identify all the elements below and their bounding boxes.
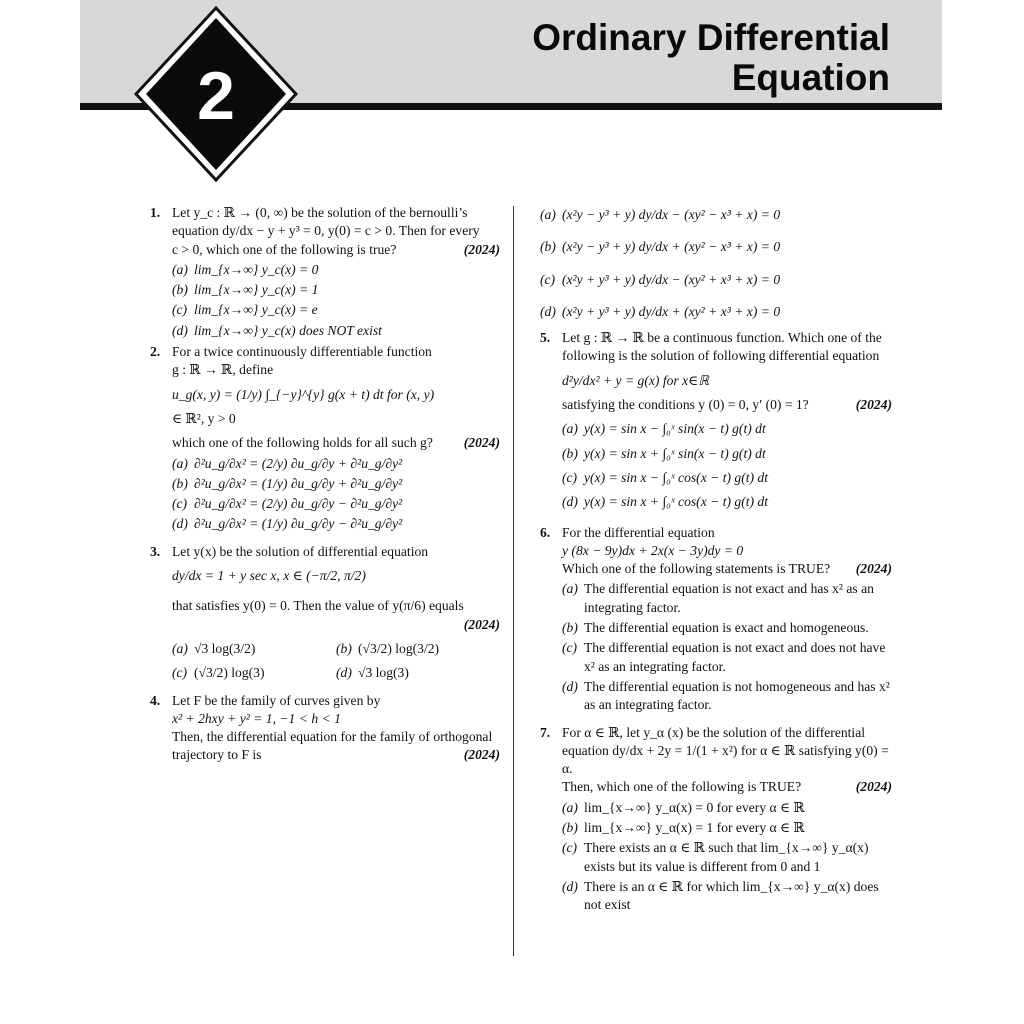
equation: x² + 2hxy + y² = 1, −1 < h < 1 — [172, 710, 341, 726]
question-5 — [540, 329, 892, 511]
year-tag: (2024) — [463, 435, 500, 451]
option: (c) The differential equation is not exact and does not have x² as an integrating factor. — [562, 640, 886, 674]
question-6 — [540, 524, 892, 715]
option: (d) lim_{x→∞} y_c(x) does NOT exist — [172, 322, 382, 338]
question-text: Let F be the family of curves given by — [172, 692, 381, 708]
option: (d) (x²y + y³ + y) dy/dx + (xy² + x³ + x) = 0 — [540, 303, 781, 319]
option: (d) √3 log(3) — [336, 665, 409, 681]
question-number: 4. — [150, 692, 161, 708]
option: (c) (x²y + y³ + y) dy/dx − (xy² + x³ + x) = 0 — [540, 271, 781, 287]
question-text: Which one of the following statements is TRUE? (2024) — [562, 560, 892, 578]
question-number: 7. — [540, 724, 551, 740]
year-tag: (2024) — [463, 747, 500, 763]
option: (a) The differential equation is not exact and has x² as an integrating factor. — [562, 581, 874, 615]
option: (c) lim_{x→∞} y_c(x) = e — [172, 302, 318, 318]
question-3 — [150, 543, 500, 683]
year-tag: (2024) — [855, 561, 892, 577]
question-text: Let y_c : ℝ → (0, ∞) be the solution of the bernoulli’s — [172, 205, 468, 220]
equation: dy/dx = 1 + y sec x, x ∈ (−π/2, π/2) — [172, 568, 366, 584]
year-tag: (2024) — [855, 779, 892, 795]
chapter-title — [532, 18, 890, 98]
question-4-options — [540, 206, 892, 321]
question-text: Then, the differential equation for the family of orthogonal — [172, 729, 493, 745]
question-text: For the differential equation — [562, 524, 715, 540]
equation: d²y/dx² + y = g(x) for x∈ℝ — [562, 372, 709, 388]
chapter-number: 2 — [197, 58, 235, 134]
chapter-title-line2: Equation — [731, 57, 890, 98]
option: (c) ∂²u_g/∂x² = (2/y) ∂u_g/∂y − ∂²u_g/∂y² — [172, 496, 403, 512]
option: (b) (√3/2) log(3/2) — [336, 640, 440, 656]
option: (d) There is an α ∈ ℝ for which lim_{x→∞} y_α(x) does not exist — [562, 878, 879, 913]
year-tag: (2024) — [463, 241, 500, 257]
question-text: c > 0, which one of the following is true? (2024) — [172, 241, 500, 259]
chapter-title-line1: Ordinary Differential — [532, 17, 890, 58]
question-text: Let g : ℝ → ℝ be a continuous function. Which one of the — [562, 330, 882, 346]
option: (b) y(x) = sin x + ∫₀ˣ sin(x − t) g(t) dt — [562, 445, 766, 461]
question-number: 1. — [150, 205, 161, 220]
option: (b) ∂²u_g/∂x² = (1/y) ∂u_g/∂y + ∂²u_g/∂y² — [172, 475, 403, 491]
definition: u_g(x, y) = (1/y) ∫_{−y}^{y} g(x + t) dt for (x, y) — [172, 386, 435, 402]
option: (c) There exists an α ∈ ℝ such that lim_{x→∞} y_α(x) exists but its value is different from 0 and 1 — [562, 840, 869, 874]
question-number: 2. — [150, 344, 161, 360]
option-row — [172, 640, 500, 658]
year-tag: (2024) — [855, 397, 892, 413]
right-column — [540, 204, 892, 918]
option: (b) lim_{x→∞} y_c(x) = 1 — [172, 282, 319, 298]
question-text: satisfying the conditions y (0) = 0, y′ (0) = 1? (2024) — [562, 396, 892, 414]
option: (a) lim_{x→∞} y_α(x) = 0 for every α ∈ ℝ — [562, 799, 805, 815]
option: (a) lim_{x→∞} y_c(x) = 0 — [172, 261, 319, 277]
option-row — [172, 664, 500, 682]
option: (a) (x²y − y³ + y) dy/dx − (xy² − x³ + x) = 0 — [540, 207, 781, 222]
question-2 — [150, 343, 500, 534]
option: (b) (x²y − y³ + y) dy/dx + (xy² − x³ + x) = 0 — [540, 239, 781, 255]
question-number: 6. — [540, 524, 551, 540]
year-tag: (2024) — [463, 616, 500, 632]
option: (d) ∂²u_g/∂x² = (1/y) ∂u_g/∂y − ∂²u_g/∂y² — [172, 516, 403, 532]
option: (d) y(x) = sin x + ∫₀ˣ cos(x − t) g(t) dt — [562, 494, 768, 510]
option: (a) y(x) = sin x − ∫₀ˣ sin(x − t) g(t) dt — [562, 421, 766, 437]
question-text: equation dy/dx + 2y = 1/(1 + x²) for α ∈ ℝ satisfying y(0) = α. — [562, 742, 889, 777]
left-column — [150, 204, 500, 768]
option: (c) (√3/2) log(3) — [172, 665, 265, 681]
question-text: For a twice continuously differentiable function — [172, 344, 432, 360]
option: (b) lim_{x→∞} y_α(x) = 1 for every α ∈ ℝ — [562, 820, 805, 836]
question-7 — [540, 724, 892, 915]
question-text: following is the solution of following differential equation — [562, 348, 880, 364]
question-text: Let y(x) be the solution of differential equation — [172, 543, 429, 559]
equation: y (8x − 9y)dx + 2x(x − 3y)dy = 0 — [562, 542, 744, 558]
question-text: which one of the following holds for all such g? (2024) — [172, 434, 500, 452]
column-divider — [513, 206, 514, 956]
question-text: g : ℝ → ℝ, define — [172, 362, 274, 378]
question-text: equation dy/dx − y + y³ = 0, y(0) = c > 0. Then for every — [172, 223, 480, 239]
chapter-number-badge — [134, 6, 298, 182]
question-number: 5. — [540, 330, 551, 346]
question-4 — [150, 692, 500, 765]
question-text: For α ∈ ℝ, let y_α (x) be the solution of the differential — [562, 724, 866, 740]
question-text: Then, which one of the following is TRUE? (2024) — [562, 778, 892, 796]
question-text: that satisfies y(0) = 0. Then the value of y(π/6) equals — [172, 598, 464, 614]
question-number: 3. — [150, 543, 161, 559]
option: (a) √3 log(3/2) — [172, 640, 256, 656]
question-text: trajectory to F is (2024) — [172, 746, 500, 764]
option: (d) The differential equation is not homogeneous and has x² as an integrating factor. — [562, 678, 890, 713]
option: (c) y(x) = sin x − ∫₀ˣ cos(x − t) g(t) dt — [562, 469, 768, 485]
option: (b) The differential equation is exact and homogeneous. — [562, 620, 869, 636]
option: (a) ∂²u_g/∂x² = (2/y) ∂u_g/∂y + ∂²u_g/∂y² — [172, 455, 403, 471]
question-1 — [150, 204, 500, 340]
question-text: ∈ ℝ², y > 0 — [172, 410, 236, 426]
